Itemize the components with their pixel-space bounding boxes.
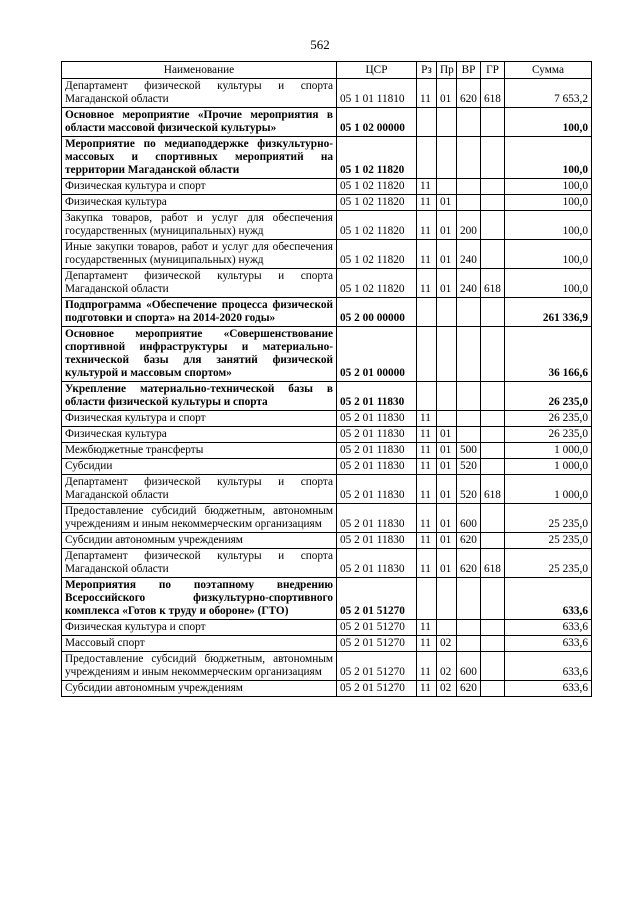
cell-gr <box>481 504 505 533</box>
cell-pr: 01 <box>437 79 457 108</box>
cell-vr: 600 <box>457 504 481 533</box>
table-row <box>62 108 592 137</box>
cell-gr <box>481 578 505 620</box>
cell-vr: 500 <box>457 443 481 459</box>
cell-name: Департамент физической культуры и спорта Магаданской области <box>62 475 337 504</box>
cell-pr: 01 <box>437 269 457 298</box>
cell-gr <box>481 652 505 681</box>
cell-pr <box>437 382 457 411</box>
cell-rz: 11 <box>417 195 437 211</box>
cell-vr <box>457 179 481 195</box>
header-pr: Пр <box>437 62 457 79</box>
cell-vr: 600 <box>457 652 481 681</box>
cell-rz <box>417 327 437 382</box>
cell-rz: 11 <box>417 475 437 504</box>
cell-name: Департамент физической культуры и спорта Магаданской области <box>62 549 337 578</box>
cell-gr <box>481 681 505 697</box>
cell-gr <box>481 327 505 382</box>
header-row <box>62 62 592 79</box>
cell-gr: 618 <box>481 549 505 578</box>
cell-name: Физическая культура и спорт <box>62 411 337 427</box>
table-row <box>62 681 592 697</box>
cell-rz: 11 <box>417 269 437 298</box>
cell-pr: 02 <box>437 652 457 681</box>
cell-rz <box>417 578 437 620</box>
table-row <box>62 504 592 533</box>
page-number: 562 <box>310 37 330 52</box>
header-gr: ГР <box>481 62 505 79</box>
cell-csr: 05 2 01 11830 <box>337 427 417 443</box>
cell-sum: 36 166,6 <box>505 327 592 382</box>
cell-csr: 05 2 01 11830 <box>337 382 417 411</box>
cell-vr <box>457 578 481 620</box>
cell-csr: 05 2 01 51270 <box>337 652 417 681</box>
header-sum: Сумма <box>505 62 592 79</box>
cell-pr: 01 <box>437 211 457 240</box>
cell-csr: 05 1 02 11820 <box>337 211 417 240</box>
cell-rz: 11 <box>417 211 437 240</box>
cell-rz: 11 <box>417 636 437 652</box>
cell-rz: 11 <box>417 459 437 475</box>
cell-vr <box>457 327 481 382</box>
cell-vr: 520 <box>457 459 481 475</box>
cell-name: Укрепление материально-технической базы в области физической культуры и спорта <box>62 382 337 411</box>
cell-vr: 200 <box>457 211 481 240</box>
cell-name: Закупка товаров, работ и услуг для обеспечения государственных (муниципальных) нужд <box>62 211 337 240</box>
cell-pr: 01 <box>437 533 457 549</box>
cell-csr: 05 2 01 11830 <box>337 443 417 459</box>
cell-rz: 11 <box>417 620 437 636</box>
table-row <box>62 652 592 681</box>
cell-csr: 05 2 01 51270 <box>337 620 417 636</box>
cell-csr: 05 1 02 11820 <box>337 179 417 195</box>
cell-gr <box>481 179 505 195</box>
cell-gr <box>481 620 505 636</box>
cell-csr: 05 2 01 11830 <box>337 459 417 475</box>
cell-csr: 05 2 01 11830 <box>337 549 417 578</box>
header-csr: ЦСР <box>337 62 417 79</box>
table-row <box>62 475 592 504</box>
cell-vr: 620 <box>457 681 481 697</box>
cell-sum: 261 336,9 <box>505 298 592 327</box>
table-row <box>62 411 592 427</box>
table-row <box>62 533 592 549</box>
cell-name: Субсидии <box>62 459 337 475</box>
cell-pr: 01 <box>437 443 457 459</box>
cell-vr: 620 <box>457 79 481 108</box>
cell-rz <box>417 298 437 327</box>
table-row <box>62 620 592 636</box>
budget-table <box>61 61 592 697</box>
cell-vr: 240 <box>457 269 481 298</box>
cell-pr <box>437 179 457 195</box>
cell-csr: 05 2 01 00000 <box>337 327 417 382</box>
cell-csr: 05 2 01 11830 <box>337 533 417 549</box>
cell-vr <box>457 427 481 443</box>
cell-pr: 01 <box>437 549 457 578</box>
cell-name: Предоставление субсидий бюджетным, автономным учреждениям и иным некоммерческим организациям <box>62 652 337 681</box>
cell-name: Мероприятия по поэтапному внедрению Всероссийского физкультурно-спортивного комплекса «Готов к труду и обороне» (ГТО) <box>62 578 337 620</box>
cell-name: Межбюджетные трансферты <box>62 443 337 459</box>
cell-vr <box>457 382 481 411</box>
cell-pr: 01 <box>437 195 457 211</box>
cell-sum: 26 235,0 <box>505 411 592 427</box>
cell-pr <box>437 578 457 620</box>
table-row <box>62 459 592 475</box>
cell-gr <box>481 459 505 475</box>
table-row <box>62 137 592 179</box>
table-row <box>62 443 592 459</box>
table-row <box>62 549 592 578</box>
cell-pr <box>437 298 457 327</box>
cell-name: Мероприятие по медиаподдержке физкультурно-массовых и спортивных мероприятий на территории Магаданской области <box>62 137 337 179</box>
cell-gr <box>481 298 505 327</box>
cell-csr: 05 1 02 11820 <box>337 137 417 179</box>
cell-gr <box>481 411 505 427</box>
cell-csr: 05 2 01 11830 <box>337 504 417 533</box>
cell-pr <box>437 411 457 427</box>
cell-pr: 01 <box>437 427 457 443</box>
cell-csr: 05 1 02 11820 <box>337 195 417 211</box>
cell-name: Субсидии автономным учреждениям <box>62 533 337 549</box>
cell-gr <box>481 533 505 549</box>
table-row <box>62 79 592 108</box>
cell-pr <box>437 137 457 179</box>
header-rz: Рз <box>417 62 437 79</box>
table-row <box>62 382 592 411</box>
cell-vr: 620 <box>457 549 481 578</box>
header-vr: ВР <box>457 62 481 79</box>
cell-rz: 11 <box>417 549 437 578</box>
cell-gr <box>481 211 505 240</box>
cell-gr <box>481 427 505 443</box>
cell-name: Основное мероприятие «Совершенствование спортивной инфраструктуры и материально-технической базы для занятий физической культурой и массовым спортом» <box>62 327 337 382</box>
cell-rz: 11 <box>417 179 437 195</box>
cell-sum: 100,0 <box>505 137 592 179</box>
cell-sum: 100,0 <box>505 240 592 269</box>
cell-pr <box>437 108 457 137</box>
cell-csr: 05 2 01 11830 <box>337 475 417 504</box>
cell-vr <box>457 620 481 636</box>
cell-name: Физическая культура и спорт <box>62 620 337 636</box>
cell-rz: 11 <box>417 411 437 427</box>
table-body <box>62 79 592 697</box>
cell-sum: 100,0 <box>505 269 592 298</box>
cell-gr <box>481 636 505 652</box>
header-name: Наименование <box>62 62 337 79</box>
cell-sum: 100,0 <box>505 179 592 195</box>
table-row <box>62 211 592 240</box>
table-row <box>62 179 592 195</box>
cell-name: Субсидии автономным учреждениям <box>62 681 337 697</box>
cell-gr: 618 <box>481 269 505 298</box>
table-header <box>62 62 592 79</box>
cell-name: Иные закупки товаров, работ и услуг для обеспечения государственных (муниципальных) нужд <box>62 240 337 269</box>
cell-pr: 01 <box>437 504 457 533</box>
table-row <box>62 269 592 298</box>
cell-name: Физическая культура <box>62 195 337 211</box>
cell-sum: 26 235,0 <box>505 382 592 411</box>
cell-gr: 618 <box>481 475 505 504</box>
cell-sum: 100,0 <box>505 108 592 137</box>
cell-sum: 633,6 <box>505 620 592 636</box>
cell-rz: 11 <box>417 533 437 549</box>
table-row <box>62 240 592 269</box>
cell-vr: 520 <box>457 475 481 504</box>
cell-gr: 618 <box>481 79 505 108</box>
cell-rz: 11 <box>417 652 437 681</box>
cell-csr: 05 2 01 11830 <box>337 411 417 427</box>
cell-name: Основное мероприятие «Прочие мероприятия в области массовой физической культуры» <box>62 108 337 137</box>
cell-pr: 01 <box>437 240 457 269</box>
cell-name: Предоставление субсидий бюджетным, автономным учреждениям и иным некоммерческим организациям <box>62 504 337 533</box>
cell-gr <box>481 195 505 211</box>
cell-csr: 05 2 01 51270 <box>337 578 417 620</box>
cell-name: Департамент физической культуры и спорта Магаданской области <box>62 79 337 108</box>
cell-name: Департамент физической культуры и спорта Магаданской области <box>62 269 337 298</box>
cell-sum: 633,6 <box>505 636 592 652</box>
cell-rz: 11 <box>417 443 437 459</box>
cell-rz: 11 <box>417 504 437 533</box>
cell-csr: 05 2 01 51270 <box>337 636 417 652</box>
cell-vr: 620 <box>457 533 481 549</box>
cell-gr <box>481 137 505 179</box>
cell-csr: 05 1 02 00000 <box>337 108 417 137</box>
cell-pr: 02 <box>437 636 457 652</box>
cell-gr <box>481 443 505 459</box>
cell-gr <box>481 240 505 269</box>
cell-sum: 25 235,0 <box>505 549 592 578</box>
cell-sum: 26 235,0 <box>505 427 592 443</box>
cell-sum: 25 235,0 <box>505 533 592 549</box>
table-row <box>62 327 592 382</box>
cell-name: Физическая культура <box>62 427 337 443</box>
cell-sum: 633,6 <box>505 578 592 620</box>
cell-sum: 1 000,0 <box>505 459 592 475</box>
cell-vr <box>457 636 481 652</box>
cell-rz: 11 <box>417 240 437 269</box>
cell-vr: 240 <box>457 240 481 269</box>
cell-sum: 633,6 <box>505 681 592 697</box>
cell-rz <box>417 108 437 137</box>
cell-rz: 11 <box>417 427 437 443</box>
cell-vr <box>457 411 481 427</box>
cell-name: Подпрограмма «Обеспечение процесса физической подготовки и спорта» на 2014-2020 годы» <box>62 298 337 327</box>
cell-sum: 100,0 <box>505 211 592 240</box>
cell-gr <box>481 382 505 411</box>
cell-csr: 05 1 02 11820 <box>337 240 417 269</box>
cell-pr: 02 <box>437 681 457 697</box>
cell-sum: 25 235,0 <box>505 504 592 533</box>
cell-name: Массовый спорт <box>62 636 337 652</box>
cell-csr: 05 1 01 11810 <box>337 79 417 108</box>
cell-rz <box>417 382 437 411</box>
cell-pr <box>437 620 457 636</box>
cell-csr: 05 2 00 00000 <box>337 298 417 327</box>
table-row <box>62 427 592 443</box>
cell-vr <box>457 108 481 137</box>
cell-sum: 1 000,0 <box>505 475 592 504</box>
cell-sum: 7 653,2 <box>505 79 592 108</box>
table-row <box>62 578 592 620</box>
cell-csr: 05 2 01 51270 <box>337 681 417 697</box>
cell-pr: 01 <box>437 459 457 475</box>
cell-name: Физическая культура и спорт <box>62 179 337 195</box>
cell-vr <box>457 195 481 211</box>
cell-rz: 11 <box>417 79 437 108</box>
cell-sum: 100,0 <box>505 195 592 211</box>
cell-sum: 633,6 <box>505 652 592 681</box>
cell-pr: 01 <box>437 475 457 504</box>
cell-vr <box>457 298 481 327</box>
cell-rz <box>417 137 437 179</box>
cell-sum: 1 000,0 <box>505 443 592 459</box>
cell-rz: 11 <box>417 681 437 697</box>
cell-csr: 05 1 02 11820 <box>337 269 417 298</box>
cell-gr <box>481 108 505 137</box>
cell-pr <box>437 327 457 382</box>
table-row <box>62 195 592 211</box>
table-row <box>62 298 592 327</box>
table-row <box>62 636 592 652</box>
cell-vr <box>457 137 481 179</box>
